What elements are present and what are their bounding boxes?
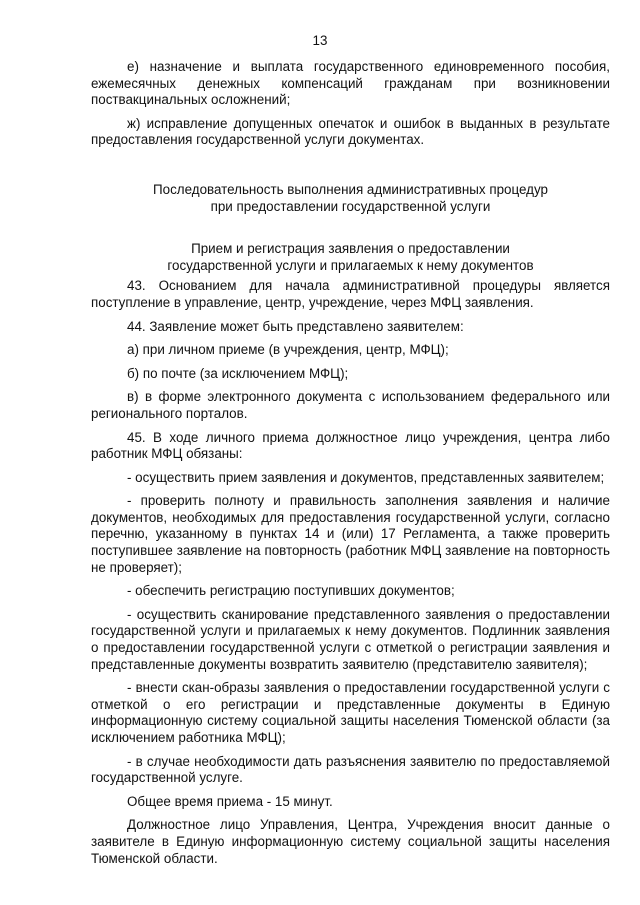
paragraph-45-item-2: - проверить полноту и правильность заполнения заявления и наличие документов, необходимых для предоставления государственной услуги, согласно перечню, указанному в пунктах 14 и (или) 17 Регламента, а также проверить поступившее заявление на повторность (работник МФЦ заявление на повторность не проверяет); xyxy=(91,493,610,575)
paragraph-reception-time: Общее время приема - 15 минут. xyxy=(127,793,333,809)
paragraph-45-item-3: - обеспечить регистрацию поступивших документов; xyxy=(127,583,455,599)
section-heading-line-2: при предоставлении государственной услуги xyxy=(210,198,491,214)
paragraph-45: 45. В ходе личного приема должностное лицо учреждения, центра либо работник МФЦ обязаны: xyxy=(91,429,610,462)
paragraph-45-item-1: - осуществить прием заявления и документов, представленных заявителем; xyxy=(127,469,605,485)
document-body xyxy=(91,59,610,874)
section-heading-line-1: Последовательность выполнения административных процедур xyxy=(153,181,548,197)
subsection-heading-line-2: государственной услуги и прилагаемых к нему документов xyxy=(167,257,534,273)
paragraph-45-item-6: - в случае необходимости дать разъяснения заявителю по предоставляемой государственной услуге. xyxy=(91,753,610,786)
page-number: 13 xyxy=(312,33,328,48)
paragraph-45-item-5: - внести скан-образы заявления о предоставлении государственной услуги с отметкой о его регистрации и представленные документы в Единую информационную систему социальной защиты населения Тюменской области (за исключением работника МФЦ); xyxy=(91,680,610,745)
paragraph-45-item-4: - осуществить сканирование представленного заявления о предоставлении государственной услуги и прилагаемых к нему документов. Подлинник заявления о предоставлении государственной услуги с отметкой о регистрации заявления и представленные документы возвратить заявителю (представителю заявителя); xyxy=(91,606,610,672)
paragraph-44-v: в) в форме электронного документа с использованием федерального или регионального порталов. xyxy=(91,389,610,421)
paragraph-44: 44. Заявление может быть представлено заявителем: xyxy=(127,318,464,334)
paragraph-44-a: а) при личном приеме (в учреждения, центр, МФЦ); xyxy=(127,342,449,358)
paragraph-44-b: б) по почте (за исключением МФЦ); xyxy=(127,365,349,381)
paragraph-data-entry: Должностное лицо Управления, Центра, Учреждения вносит данные о заявителе в Единую информационную систему социальной защиты населения Тюменской области. xyxy=(91,817,610,866)
subsection-heading-line-1: Прием и регистрация заявления о предоставлении xyxy=(191,241,510,257)
paragraph-item-e: е) назначение и выплата государственного единовременного пособия, ежемесячных денежных компенсаций гражданам при возникновении поствакцинальных осложнений; xyxy=(91,59,610,108)
paragraph-item-zh: ж) исправление допущенных опечаток и ошибок в выданных в результате предоставления государственной услуги документах. xyxy=(91,115,610,148)
paragraph-43: 43. Основанием для начала административной процедуры является поступление в управление, центр, учреждение, через МФЦ заявления. xyxy=(91,278,610,310)
